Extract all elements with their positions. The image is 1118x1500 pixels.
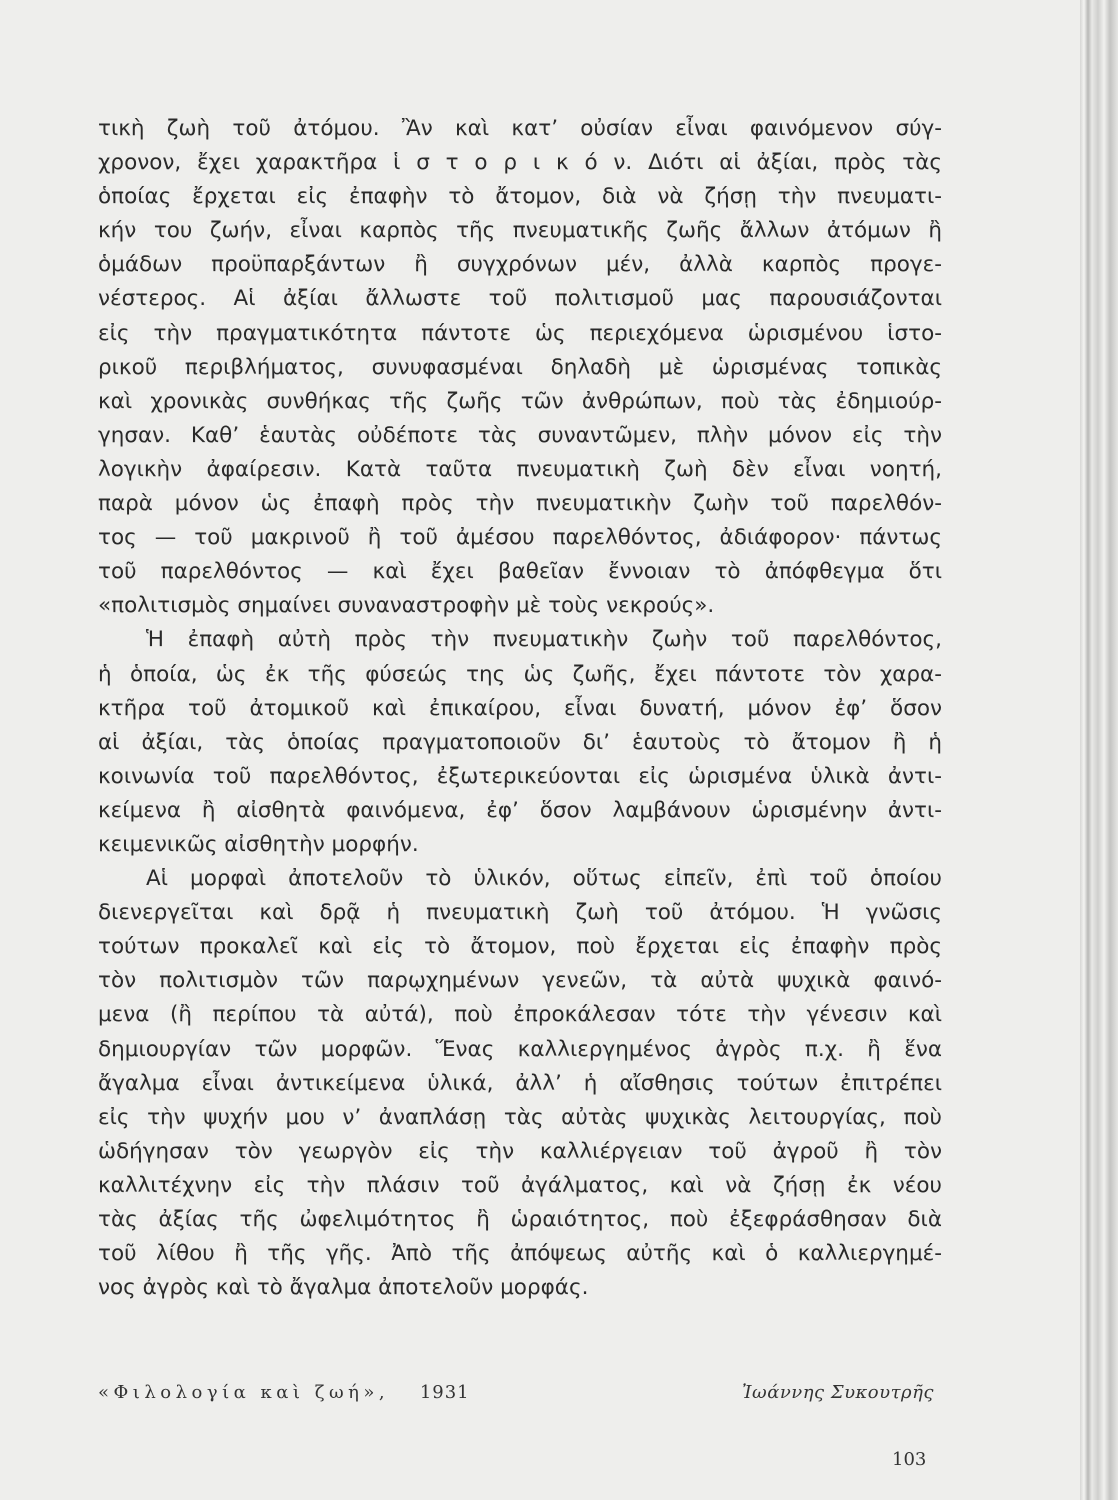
text-line: Ἡ ἐπαφὴ αὐτὴ πρὸς τὴν πνευματικὴν ζωὴν τοῦ παρελθόντος, bbox=[146, 627, 942, 653]
text-line: εἰς τὴν πραγματικότητα πάντοτε ὡς περιεχόμενα ὡρισμένου ἱστο- bbox=[98, 320, 942, 346]
text-line: ρικοῦ περιβλήματος, συνυφασμέναι δηλαδὴ μὲ ὡρισμένας τοπικὰς bbox=[98, 354, 942, 380]
text-line: τος — τοῦ μακρινοῦ ἢ τοῦ ἀμέσου παρελθόντος, ἀδιάφορον· πάντως bbox=[98, 525, 942, 551]
citation-footer bbox=[98, 1382, 934, 1414]
text-line: αἱ ἀξίαι, τὰς ὁποίας πραγματοποιοῦν δι’ ἑαυτοὺς τὸ ἄτομον ἢ ἡ bbox=[98, 729, 942, 755]
text-line: ὁμάδων προϋπαρξάντων ἢ συγχρόνων μέν, ἀλλὰ καρπὸς προγε- bbox=[98, 252, 942, 278]
text-line: τικὴ ζωὴ τοῦ ἀτόμου. Ἂν καὶ κατ’ οὐσίαν εἶναι φαινόμενον σύγ- bbox=[98, 116, 942, 141]
text-line: τοῦ λίθου ἢ τῆς γῆς. Ἀπὸ τῆς ἀπόψεως αὐτῆς καὶ ὁ καλλιεργημέ- bbox=[98, 1241, 942, 1267]
page-edge bbox=[1080, 0, 1118, 1500]
citation-source bbox=[98, 1382, 470, 1403]
text-line: τούτων προκαλεῖ καὶ εἰς τὸ ἄτομον, ποὺ ἔρχεται εἰς ἐπαφὴν πρὸς bbox=[98, 934, 942, 960]
body-text bbox=[98, 112, 942, 1305]
text-line: ὁποίας ἔρχεται εἰς ἐπαφὴν τὸ ἄτομον, διὰ νὰ ζήσῃ τὴν πνευματι- bbox=[98, 184, 942, 210]
text-line: τὸν πολιτισμὸν τῶν παρῳχημένων γενεῶν, τὰ αὐτὰ ψυχικὰ φαινό- bbox=[98, 968, 942, 994]
text-line: κήν του ζωήν, εἶναι καρπὸς τῆς πνευματικῆς ζωῆς ἄλλων ἀτόμων ἢ bbox=[98, 218, 942, 244]
text-line: κοινωνία τοῦ παρελθόντος, ἐξωτερικεύονται εἰς ὡρισμένα ὑλικὰ ἀντι- bbox=[98, 763, 942, 789]
text-line: δημιουργίαν τῶν μορφῶν. Ἕνας καλλιεργημένος ἀγρὸς π.χ. ἢ ἕνα bbox=[98, 1036, 942, 1062]
text-line: ὡδήγησαν τὸν γεωργὸν εἰς τὴν καλλιέργειαν τοῦ ἀγροῦ ἢ τὸν bbox=[98, 1138, 942, 1164]
text-line: ἡ ὁποία, ὡς ἐκ τῆς φύσεώς της ὡς ζωῆς, ἔχει πάντοτε τὸν χαρα- bbox=[98, 661, 942, 687]
text-line: «πολιτισμὸς σημαίνει συναναστροφὴν μὲ τοὺς νεκρούς». bbox=[98, 593, 715, 619]
text-line: νος ἀγρὸς καὶ τὸ ἄγαλμα ἀποτελοῦν μορφάς. bbox=[98, 1275, 589, 1301]
citation-year: 1931 bbox=[419, 1382, 470, 1403]
text-line: νέστερος. Αἱ ἀξίαι ἄλλωστε τοῦ πολιτισμοῦ μας παρουσιάζονται bbox=[98, 286, 942, 312]
text-line: γησαν. Καθ’ ἑαυτὰς οὐδέποτε τὰς συναντῶμεν, πλὴν μόνον εἰς τὴν bbox=[98, 422, 942, 448]
text-line: ἄγαλμα εἶναι ἀντικείμενα ὑλικά, ἀλλ’ ἡ αἴσθησις τούτων ἐπιτρέπει bbox=[98, 1070, 942, 1096]
text-line: καλλιτέχνην εἰς τὴν πλάσιν τοῦ ἀγάλματος, καὶ νὰ ζήσῃ ἐκ νέου bbox=[98, 1172, 942, 1198]
text-line: καὶ χρονικὰς συνθήκας τῆς ζωῆς τῶν ἀνθρώπων, ποὺ τὰς ἐδημιούρ- bbox=[98, 388, 942, 414]
text-line: τὰς ἀξίας τῆς ὠφελιμότητος ἢ ὡραιότητος, ποὺ ἐξεφράσθησαν διὰ bbox=[98, 1207, 942, 1232]
citation-title: «Φιλολογία καὶ ζωή», bbox=[98, 1382, 390, 1403]
text-line: μενα (ἢ περίπου τὰ αὐτά), ποὺ ἐπροκάλεσαν τότε τὴν γένεσιν καὶ bbox=[98, 1002, 942, 1028]
text-line: χρονον, ἔχει χαρακτῆρα ἱ σ τ ο ρ ι κ ό ν. Διότι αἱ ἀξίαι, πρὸς τὰς bbox=[98, 150, 942, 176]
citation-author: Ἰωάννης Συκουτρῆς bbox=[742, 1382, 934, 1403]
page-number: 103 bbox=[892, 1449, 927, 1470]
text-line: κειμενικῶς αἰσθητὴν μορφήν. bbox=[98, 831, 419, 857]
text-line: κτῆρα τοῦ ἀτομικοῦ καὶ ἐπικαίρου, εἶναι δυνατή, μόνον ἐφ’ ὅσον bbox=[98, 695, 942, 721]
text-line: διενεργεῖται καὶ δρᾷ ἡ πνευματικὴ ζωὴ τοῦ ἀτόμου. Ἡ γνῶσις bbox=[98, 900, 942, 926]
text-line: Αἱ μορφαὶ ἀποτελοῦν τὸ ὑλικόν, οὕτως εἰπεῖν, ἐπὶ τοῦ ὁποίου bbox=[146, 866, 942, 892]
text-line: παρὰ μόνον ὡς ἐπαφὴ πρὸς τὴν πνευματικὴν ζωὴν τοῦ παρελθόν- bbox=[98, 491, 942, 517]
text-line: λογικὴν ἀφαίρεσιν. Κατὰ ταῦτα πνευματικὴ ζωὴ δὲν εἶναι νοητή, bbox=[98, 456, 942, 482]
text-line: εἰς τὴν ψυχήν μου ν’ ἀναπλάσῃ τὰς αὐτὰς ψυχικὰς λειτουργίας, ποὺ bbox=[98, 1104, 942, 1130]
text-line: τοῦ παρελθόντος — καὶ ἔχει βαθεῖαν ἔννοιαν τὸ ἀπόφθεγμα ὅτι bbox=[98, 559, 942, 585]
text-line: κείμενα ἢ αἰσθητὰ φαινόμενα, ἐφ’ ὅσον λαμβάνουν ὡρισμένην ἀντι- bbox=[98, 797, 942, 823]
